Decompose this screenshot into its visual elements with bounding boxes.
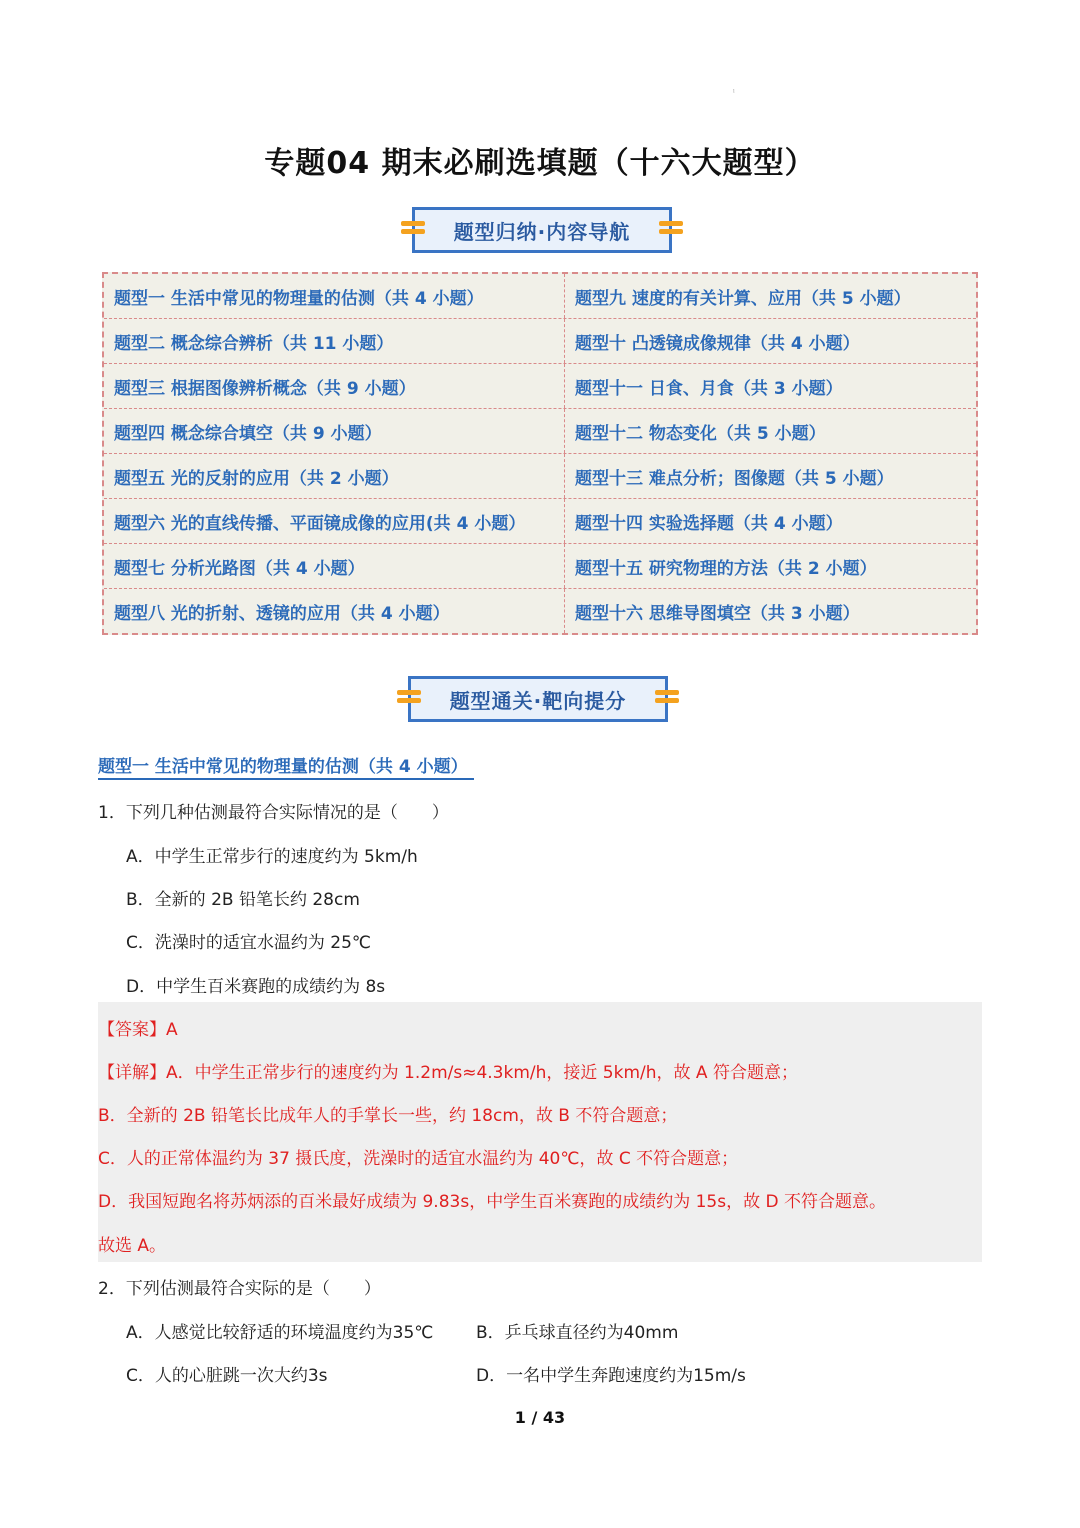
detail-label: 【详解】 [98, 1063, 166, 1083]
toc-row [104, 544, 976, 589]
nav-banner [412, 207, 672, 253]
section-heading[interactable]: 题型一 生活中常见的物理量的估测（共 4 小题） [98, 752, 474, 780]
answer-line [98, 1015, 178, 1040]
toc-item[interactable]: 题型六 光的直线传播、平面镜成像的应用(共 4 小题） [104, 499, 565, 543]
practice-banner-label: 题型通关·靶向提分 [449, 688, 627, 713]
toc-item[interactable]: 题型十三 难点分析；图像题（共 5 小题） [575, 468, 894, 489]
option-b: B．全新的 2B 铅笔长约 28cm [126, 890, 360, 910]
banner-deco-icon [655, 687, 679, 711]
toc-item[interactable]: 题型二 概念综合辨析（共 11 小题） [104, 319, 565, 363]
banner-deco-icon [397, 687, 421, 711]
toc-item[interactable]: 题型一 生活中常见的物理量的估测（共 4 小题） [104, 274, 565, 318]
toc-item[interactable]: 题型八 光的折射、透镜的应用（共 4 小题） [104, 589, 565, 633]
answer-value: A [166, 1020, 178, 1040]
toc-row [104, 499, 976, 544]
toc-row [104, 589, 976, 633]
detail-line [98, 1058, 798, 1083]
option-d: D．一名中学生奔跑速度约为15m/s [476, 1366, 746, 1386]
toc-item[interactable]: 题型十一 日食、月食（共 3 小题） [575, 378, 843, 399]
toc-item[interactable]: 题型十六 思维导图填空（共 3 小题） [575, 603, 860, 624]
page-mark: ˡ [733, 88, 735, 97]
option-c: C．洗澡时的适宜水温约为 25℃ [126, 933, 371, 953]
detail-line: B．全新的 2B 铅笔长比成年人的手掌长一些，约 18cm，故 B 不符合题意； [98, 1106, 678, 1126]
toc-row [104, 274, 976, 319]
practice-banner [408, 676, 668, 722]
toc-row [104, 454, 976, 499]
question-stem: 1．下列几种估测最符合实际情况的是（ ） [98, 803, 449, 823]
answer-box [98, 1002, 982, 1262]
question-stem: 2．下列估测最符合实际的是（ ） [98, 1279, 381, 1299]
toc-item[interactable]: 题型五 光的反射的应用（共 2 小题） [104, 454, 565, 498]
toc-item[interactable]: 题型十四 实验选择题（共 4 小题） [575, 513, 843, 534]
document-title: 专题04 期末必刷选填题（十六大题型） [264, 146, 816, 181]
banner-deco-icon [659, 218, 683, 242]
option-a: A．人感觉比较舒适的环境温度约为35℃ [126, 1323, 434, 1343]
toc-row [104, 409, 976, 454]
nav-banner-label: 题型归纳·内容导航 [453, 219, 631, 244]
detail-line: C．人的正常体温约为 37 摄氏度，洗澡时的适宜水温约为 40℃，故 C 不符合题意； [98, 1149, 739, 1169]
toc-item[interactable]: 题型七 分析光路图（共 4 小题） [104, 544, 565, 588]
option-b: B．乒乓球直径约为40mm [476, 1323, 679, 1343]
toc-item[interactable]: 题型四 概念综合填空（共 9 小题） [104, 409, 565, 453]
toc-item[interactable]: 题型九 速度的有关计算、应用（共 5 小题） [575, 288, 911, 309]
detail-conclusion: 故选 A。 [98, 1236, 167, 1256]
page-number: 1 / 43 [514, 1408, 566, 1427]
toc-item[interactable]: 题型十 凸透镜成像规律（共 4 小题） [575, 333, 860, 354]
detail-text: A．中学生正常步行的速度约为 1.2m/s≈4.3km/h，接近 5km/h，故 A 符合题意； [166, 1063, 798, 1083]
option-c: C．人的心脏跳一次大约3s [126, 1366, 328, 1386]
toc-item[interactable]: 题型十二 物态变化（共 5 小题） [575, 423, 826, 444]
toc-row [104, 319, 976, 364]
toc-item[interactable]: 题型十五 研究物理的方法（共 2 小题） [575, 558, 877, 579]
toc-item[interactable]: 题型三 根据图像辨析概念（共 9 小题） [104, 364, 565, 408]
option-d: D．中学生百米赛跑的成绩约为 8s [126, 977, 386, 997]
answer-label: 【答案】 [98, 1020, 166, 1040]
option-a: A．中学生正常步行的速度约为 5km/h [126, 847, 418, 867]
toc-table [102, 272, 978, 635]
banner-deco-icon [401, 218, 425, 242]
detail-line: D．我国短跑名将苏炳添的百米最好成绩为 9.83s，中学生百米赛跑的成绩约为 15s，故 D 不符合题意。 [98, 1192, 886, 1212]
toc-row [104, 364, 976, 409]
